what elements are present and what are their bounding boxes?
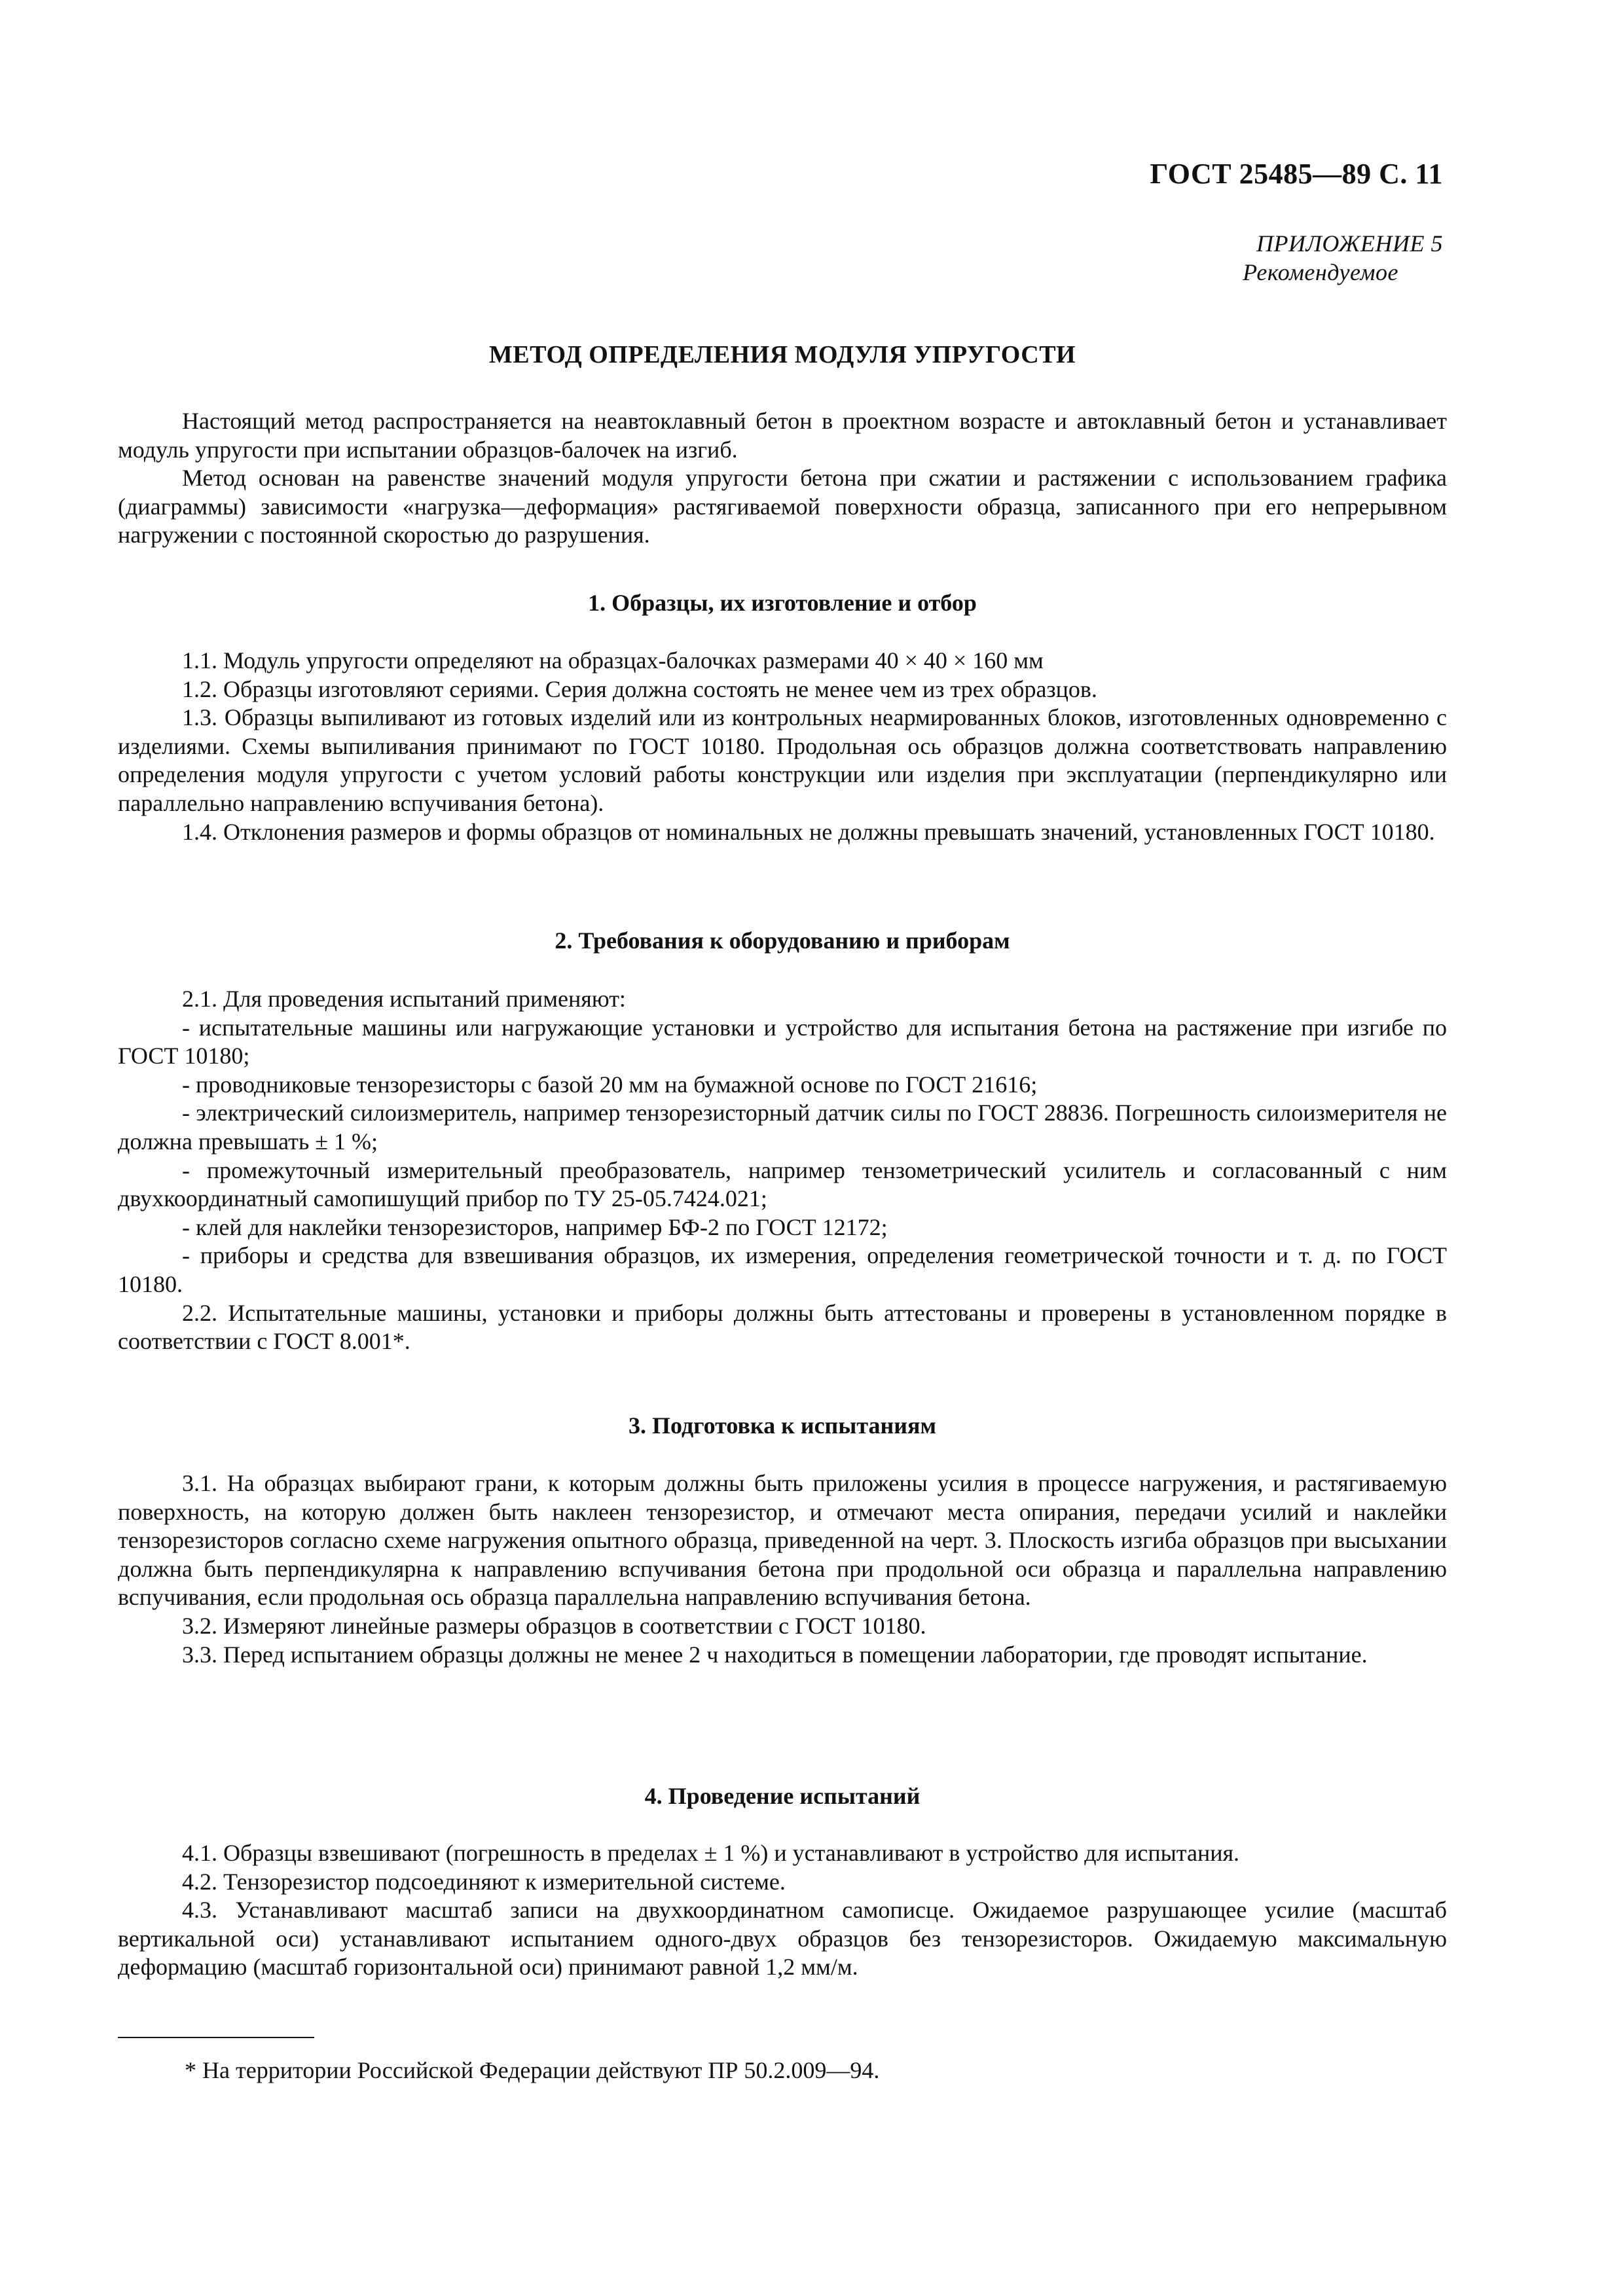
section-4-body: [118, 1839, 1447, 1982]
list-item: - клей для наклейки тензорезисторов, например БФ-2 по ГОСТ 12172;: [182, 1213, 888, 1240]
section-2-title: 2. Требования к оборудованию и приборам: [555, 927, 1010, 954]
list-item: - электрический силоизмеритель, например тензорезисторный датчик силы по ГОСТ 28836. Погрешность силоизмерителя не должна превышать ± 1 %;: [118, 1100, 1447, 1155]
list-item: - промежуточный измерительный преобразователь, например тензометрический усилитель и согласованный с ним двухкоординатный самопишущий прибор по ТУ 25-05.7424.021;: [118, 1157, 1447, 1212]
appendix-label-block: [1243, 229, 1443, 287]
section-paragraph: 2.1. Для проведения испытаний применяют:: [182, 986, 626, 1012]
section-paragraph: 1.4. Отклонения размеров и формы образцов от номинальных не должны превышать значений, установленных ГОСТ 10180.: [182, 818, 1435, 845]
section-3-body: [118, 1469, 1447, 1669]
list-item: - приборы и средства для взвешивания образцов, их измерения, определения геометрической точности и т. д. по ГОСТ 10180.: [118, 1242, 1447, 1297]
section-paragraph: 3.2. Измеряют линейные размеры образцов в соответствии с ГОСТ 10180.: [182, 1612, 926, 1639]
footnote-divider: [118, 2037, 314, 2038]
section-2-body: [118, 985, 1447, 1356]
section-paragraph: 1.2. Образцы изготовляют сериями. Серия должна состоять не менее чем из трех образцов.: [182, 675, 1097, 702]
section-3-title: 3. Подготовка к испытаниям: [628, 1412, 937, 1439]
page-header-gost: ГОСТ 25485—89 С. 11: [1150, 158, 1443, 190]
intro-paragraph: Настоящий метод распространяется на неавтоклавный бетон в проектном возрасте и автоклавный бетон и устанавливает модуль упругости при испытании образцов-балочек на изгиб.: [118, 408, 1447, 463]
section-4-title: 4. Проведение испытаний: [644, 1783, 921, 1809]
section-paragraph: 2.2. Испытательные машины, установки и приборы должны быть аттестованы и проверены в установленном порядке в соответствии с ГОСТ 8.001*.: [118, 1299, 1447, 1355]
section-paragraph: 4.2. Тензорезистор подсоединяют к измерительной системе.: [182, 1868, 786, 1895]
appendix-status: Рекомендуемое: [1243, 259, 1398, 285]
section-paragraph: 3.3. Перед испытанием образцы должны не менее 2 ч находиться в помещении лаборатории, где проводят испытание.: [182, 1641, 1368, 1668]
appendix-number: ПРИЛОЖЕНИЕ 5: [1256, 230, 1443, 257]
footnote: * На территории Российской Федерации действуют ПР 50.2.009—94.: [185, 2057, 880, 2083]
section-paragraph: 4.1. Образцы взвешивают (погрешность в пределах ± 1 %) и устанавливают в устройство для испытания.: [182, 1840, 1240, 1866]
section-paragraph: 4.3. Устанавливают масштаб записи на двухкоординатном самописце. Ожидаемое разрушающее усилие (масштаб вертикальной оси) устанавливают испытанием одного-двух образцов без тензорезисторов. Ожидаемую максимальную деформацию (масштаб горизонтальной оси) принимают равной 1,2 мм/м.: [118, 1897, 1447, 1981]
intro-block: [118, 407, 1447, 550]
list-item: - испытательные машины или нагружающие установки и устройство для испытания бетона на растяжение при изгибе по ГОСТ 10180;: [118, 1014, 1447, 1069]
section-paragraph: 1.1. Модуль упругости определяют на образцах-балочках размерами 40 × 40 × 160 мм: [182, 647, 1044, 673]
section-1-body: [118, 647, 1447, 846]
intro-paragraph: Метод основан на равенстве значений модуля упругости бетона при сжатии и растяжении с использованием графика (диаграммы) зависимости «нагрузка—деформация» растягиваемой поверхности образца, записанного при его непрерывном нагружении с постоянной скоростью до разрушения.: [118, 465, 1447, 548]
section-1-title: 1. Образцы, их изготовление и отбор: [588, 590, 977, 616]
list-item: - проводниковые тензорезисторы с базой 20 мм на бумажной основе по ГОСТ 21616;: [182, 1071, 1038, 1098]
section-paragraph: 1.3. Образцы выпиливают из готовых изделий или из контрольных неармированных блоков, изготовленных одновременно с изделиями. Схемы выпиливания принимают по ГОСТ 10180. Продольная ось образцов должна соответствовать направлению определения модуля упругости с учетом условий работы конструкции или изделия при эксплуатации (перпендикулярно или параллельно направлению вспучивания бетона).: [118, 704, 1447, 816]
section-paragraph: 3.1. На образцах выбирают грани, к которым должны быть приложены усилия в процессе нагружения, и растягиваемую поверхность, на которую должен быть наклеен тензорезистор, и отмечают места опирания, передачи усилий и наклейки тензорезисторов согласно схеме нагружения опытного образца, приведенной на черт. 3. Плоскость изгиба образцов при высыхании должна быть перпендикулярна к направлению вспучивания бетона при продольной оси образца и параллельна направлению вспучивания, если продольная ось образца параллельна направлению вспучивания бетона.: [118, 1470, 1447, 1611]
document-title: МЕТОД ОПРЕДЕЛЕНИЯ МОДУЛЯ УПРУГОСТИ: [488, 341, 1076, 368]
